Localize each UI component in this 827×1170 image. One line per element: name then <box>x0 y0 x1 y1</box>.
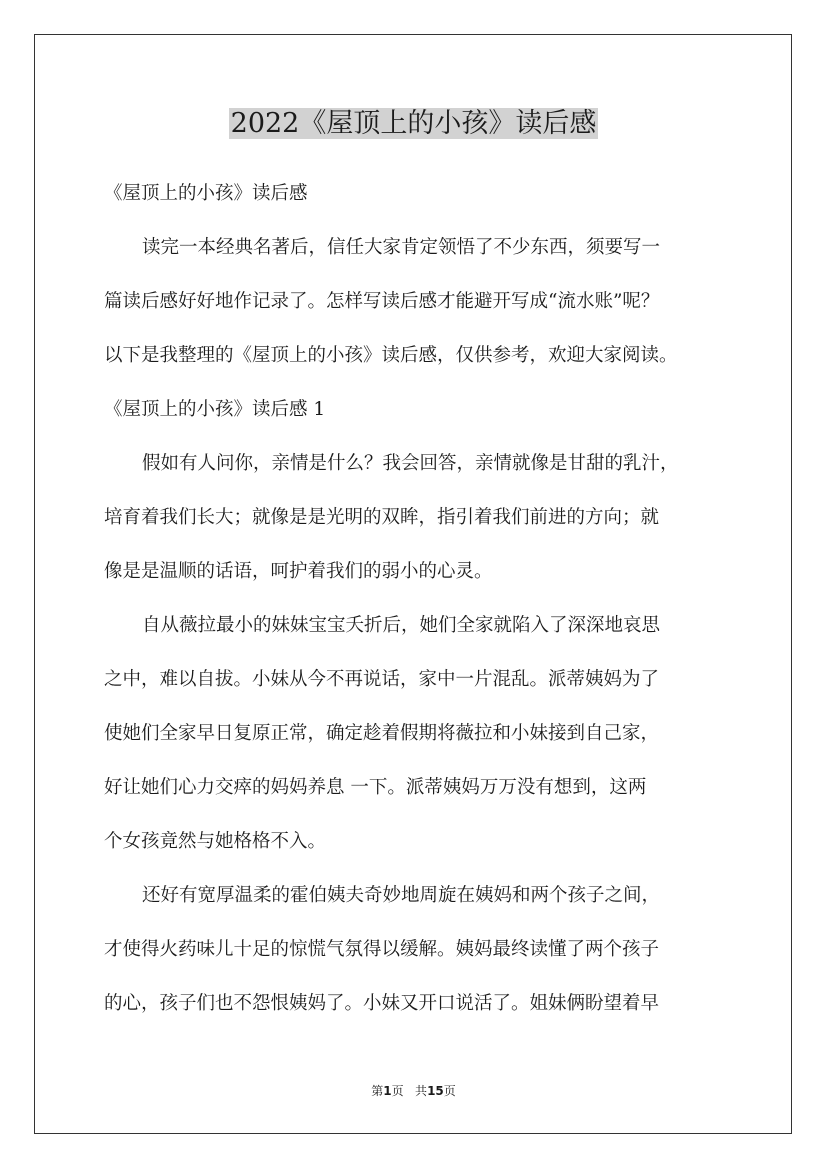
text-line: 个女孩竟然与她格格不入。 <box>104 831 327 852</box>
total-suffix: 页 <box>443 1084 456 1098</box>
page-number: 1 <box>383 1084 392 1098</box>
text-line: 假如有人问你，亲情是什么？我会回答，亲情就像是甘甜的乳汁， <box>142 453 679 474</box>
text-line: 自从薇拉最小的妹妹宝宝夭折后，她们全家就陷入了深深地哀思 <box>142 615 661 636</box>
document-title-text: 2022《屋顶上的小孩》读后感 <box>230 108 597 139</box>
text-line: 像是是温顺的话语，呵护着我们的弱小的心灵。 <box>104 561 493 582</box>
text-line: 读完一本经典名著后，信任大家肯定领悟了不少东西，须要写一 <box>142 237 661 258</box>
text-line: 培育着我们长大；就像是是光明的双眸，指引着我们前进的方向；就 <box>104 507 660 528</box>
subtitle-line: 《屋顶上的小孩》读后感 <box>104 183 308 204</box>
text-line: 使她们全家早日复原正常，确定趁着假期将薇拉和小妹接到自己家， <box>104 723 660 744</box>
text-line: 的心，孩子们也不怨恨姨妈了。小妹又开口说活了。姐妹俩盼望着早 <box>104 993 660 1014</box>
document-title <box>0 104 827 144</box>
text-line: 以下是我整理的《屋顶上的小孩》读后感，仅供参考，欢迎大家阅读。 <box>104 345 678 366</box>
section-heading: 《屋顶上的小孩》读后感 1 <box>104 399 326 420</box>
text-line: 之中，难以自拔。小妹从今不再说话，家中一片混乱。派蒂姨妈为了 <box>104 669 660 690</box>
text-line: 还好有宽厚温柔的霍伯姨夫奇妙地周旋在姨妈和两个孩子之间， <box>142 885 661 906</box>
page-footer <box>0 1083 827 1099</box>
page-prefix: 第 <box>371 1084 384 1098</box>
text-line: 才使得火药味儿十足的惊慌气氛得以缓解。姨妈最终读懂了两个孩子 <box>104 939 660 960</box>
text-line: 篇读后感好好地作记录了。怎样写读后感才能避开写成“流水账”呢？ <box>104 291 660 312</box>
text-line: 好让她们心力交瘁的妈妈养息 一下。派蒂姨妈万万没有想到，这两 <box>104 777 647 798</box>
total-prefix: 共 <box>415 1084 428 1098</box>
page-suffix: 页 <box>391 1084 404 1098</box>
total-pages: 15 <box>427 1084 444 1098</box>
